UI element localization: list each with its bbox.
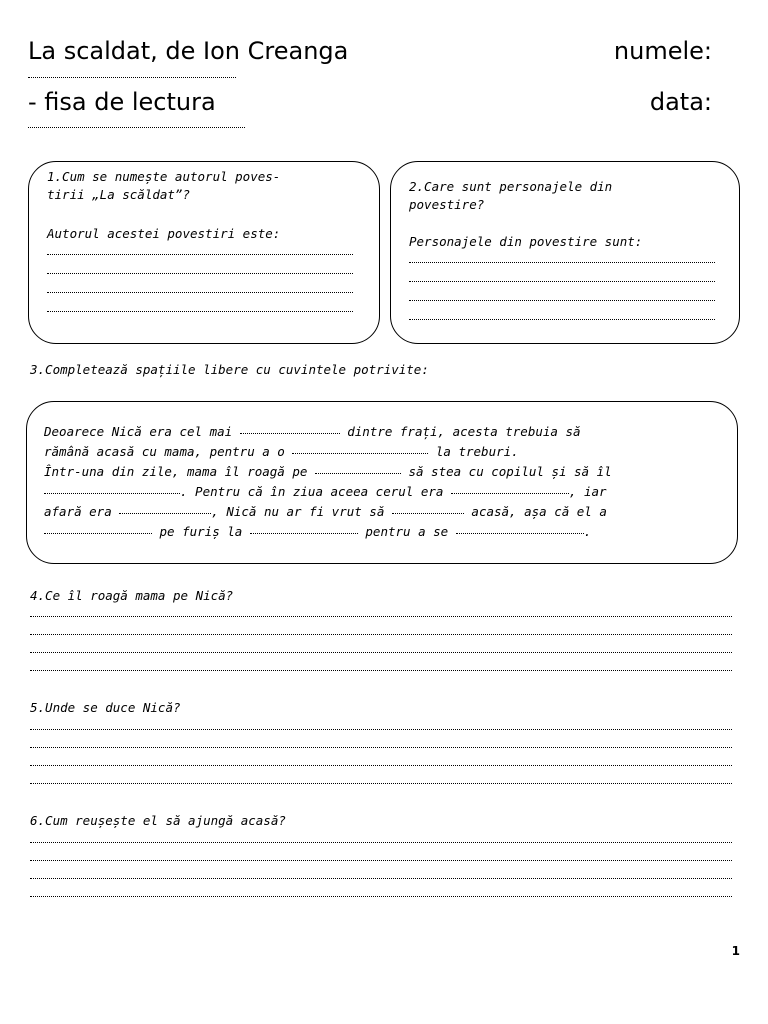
fill-blank[interactable] [392, 513, 464, 514]
fill-blank[interactable] [315, 473, 401, 474]
answer-line[interactable] [30, 616, 732, 617]
question-4-answer-lines[interactable] [30, 616, 732, 671]
paragraph-line-4: . Pentru că în ziua aceea cerul era , iar [44, 482, 612, 502]
name-label: numele: [613, 37, 712, 65]
fill-blank[interactable] [240, 433, 340, 434]
question-3-box [26, 401, 738, 564]
question-3-instruction: 3.Completează spațiile libere cu cuvintele potrivite: [30, 362, 429, 377]
date-label: data: [649, 88, 712, 116]
answer-line[interactable] [47, 311, 353, 312]
fill-blank[interactable] [456, 533, 584, 534]
worksheet-title: La scaldat, de Ion Creanga [28, 37, 349, 65]
question-2-text: 2.Care sunt personajele din povestire? [409, 179, 613, 212]
paragraph-line-6: pe furiș la pentru a se . [44, 522, 612, 542]
answer-line[interactable] [47, 292, 353, 293]
question-1-answer-prompt: Autorul acestei povestiri este: [47, 226, 281, 241]
answer-line[interactable] [30, 860, 732, 861]
paragraph-line-3: Într-una din zile, mama îl roagă pe să stea cu copilul și să îl [44, 464, 612, 479]
answer-line[interactable] [409, 262, 715, 263]
fill-blank[interactable] [119, 513, 211, 514]
answer-line[interactable] [30, 896, 732, 897]
fill-blank[interactable] [44, 493, 180, 494]
answer-line[interactable] [30, 878, 732, 879]
question-2-answer-prompt: Personajele din povestire sunt: [409, 234, 643, 249]
answer-line[interactable] [409, 300, 715, 301]
question-4-text: 4.Ce îl roagă mama pe Nică? [30, 588, 234, 603]
answer-line[interactable] [47, 254, 353, 255]
subtitle-underline-dots [28, 127, 245, 128]
answer-line[interactable] [30, 747, 732, 748]
paragraph-line-5: afară era , Nică nu ar fi vrut să acasă, așa că el a [44, 504, 607, 519]
question-1-answer-lines[interactable] [47, 254, 353, 312]
answer-line[interactable] [30, 783, 732, 784]
question-5-answer-lines[interactable] [30, 729, 732, 784]
answer-line[interactable] [30, 729, 732, 730]
question-1-text: 1.Cum se numește autorul poves- tirii „La scăldat”? [47, 169, 281, 202]
paragraph-line-1: Deoarece Nică era cel mai dintre frați, acesta trebuia să [44, 424, 581, 439]
answer-line[interactable] [30, 765, 732, 766]
question-5-text: 5.Unde se duce Nică? [30, 700, 181, 715]
question-6-answer-lines[interactable] [30, 842, 732, 897]
fill-in-paragraph [44, 422, 612, 542]
answer-line[interactable] [30, 670, 732, 671]
answer-line[interactable] [30, 842, 732, 843]
answer-line[interactable] [30, 652, 732, 653]
answer-line[interactable] [409, 319, 715, 320]
paragraph-line-2: rămână acasă cu mama, pentru a o la treburi. [44, 444, 519, 459]
question-6-text: 6.Cum reușește el să ajungă acasă? [30, 813, 286, 828]
question-2-box [390, 161, 740, 344]
answer-line[interactable] [30, 634, 732, 635]
title-underline-dots [28, 77, 236, 78]
fill-blank[interactable] [250, 533, 358, 534]
worksheet-subtitle: - fisa de lectura [28, 88, 216, 116]
question-2-answer-lines[interactable] [409, 262, 715, 320]
fill-blank[interactable] [451, 493, 569, 494]
fill-blank[interactable] [292, 453, 428, 454]
fill-blank[interactable] [44, 533, 152, 534]
answer-line[interactable] [47, 273, 353, 274]
page-number: 1 [731, 944, 740, 958]
question-1-box [28, 161, 380, 344]
answer-line[interactable] [409, 281, 715, 282]
